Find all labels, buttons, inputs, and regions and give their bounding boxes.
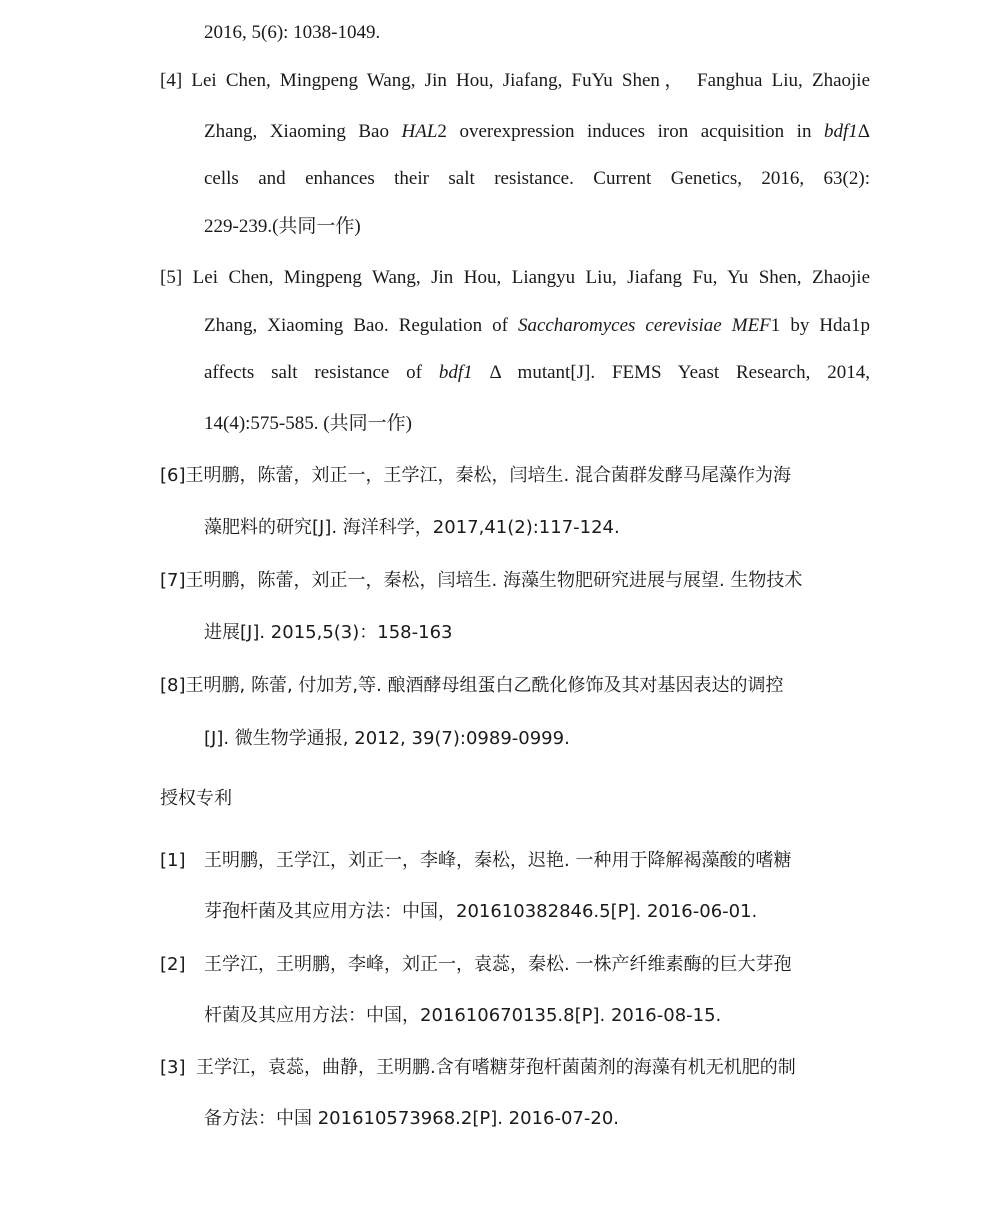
- reference-number: [6]: [160, 465, 186, 486]
- patent-number: [3]: [160, 1057, 186, 1078]
- patent-1-line-1: [1] 王明鹏，王学江，刘正一，李峰，秦松，迟艳. 一种用于降解褐藻酸的嗜糖: [160, 848, 791, 874]
- reference-4-line-1: [4] Lei Chen, Mingpeng Wang, Jin Hou, Jiafang, FuYu Shen， Fanghua Liu, Zhaojie: [160, 70, 870, 91]
- reference-5-line-4: 14(4):575-585. (共同一作): [204, 413, 412, 434]
- patent-3-line-2: 备方法：中国 201610573968.2[P]. 2016-07-20.: [204, 1108, 619, 1129]
- reference-5-line-3: affects salt resistance of bdf1 Δ mutant[J]. FEMS Yeast Research, 2014,: [204, 362, 871, 383]
- reference-7-line-1: [7]王明鹏，陈蕾，刘正一，秦松，闫培生. 海藻生物肥研究进展与展望. 生物技术: [160, 570, 803, 591]
- patent-2-line-2: 杆菌及其应用方法：中国，201610670135.8[P]. 2016-08-15.: [204, 1005, 722, 1026]
- patents-heading: 授权专利: [160, 788, 232, 809]
- reference-number: [7]: [160, 570, 186, 591]
- reference-7-line-2: 进展[J]. 2015,5(3)：158-163: [204, 622, 453, 643]
- patent-2-line-1: [2] 王学江，王明鹏，李峰，刘正一，袁蕊，秦松. 一株产纤维素酶的巨大芽孢: [160, 952, 791, 978]
- reference-4-line-3: cells and enhances their salt resistance. Current Genetics, 2016, 63(2):: [204, 168, 870, 189]
- patent-1-line-2: 芽孢杆菌及其应用方法：中国，201610382846.5[P]. 2016-06-01.: [204, 901, 758, 922]
- reference-number: [8]: [160, 675, 186, 696]
- reference-6-line-2: 藻肥料的研究[J]. 海洋科学，2017,41(2):117-124.: [204, 517, 620, 538]
- patent-number: [2]: [160, 954, 186, 975]
- reference-8-line-2: [J]. 微生物学通报, 2012, 39(7):0989-0999.: [204, 728, 570, 749]
- reference-4-line-4: 229-239.(共同一作): [204, 216, 361, 237]
- reference-8-line-1: [8]王明鹏, 陈蕾, 付加芳,等. 酿酒酵母组蛋白乙酰化修饰及其对基因表达的调控: [160, 675, 784, 696]
- patent-3-line-1: [3] 王学江，袁蕊，曲静，王明鹏.含有嗜糖芽孢杆菌菌剂的海藻有机无机肥的制: [160, 1055, 796, 1081]
- reference-5-line-1: [5] Lei Chen, Mingpeng Wang, Jin Hou, Liangyu Liu, Jiafang Fu, Yu Shen, Zhaojie: [160, 267, 870, 288]
- reference-6-line-1: [6]王明鹏，陈蕾，刘正一，王学江，秦松，闫培生. 混合菌群发酵马尾藻作为海: [160, 465, 791, 486]
- reference-number: [5]: [160, 267, 183, 288]
- reference-4-line-2: Zhang, Xiaoming Bao HAL2 overexpression induces iron acquisition in bdf1Δ: [204, 121, 870, 142]
- reference-5-line-2: Zhang, Xiaoming Bao. Regulation of Saccharomyces cerevisiae MEF1 by Hda1p: [204, 315, 870, 336]
- reference-3-tail: 2016, 5(6): 1038-1049.: [204, 22, 381, 43]
- patent-number: [1]: [160, 850, 186, 871]
- reference-number: [4]: [160, 70, 183, 91]
